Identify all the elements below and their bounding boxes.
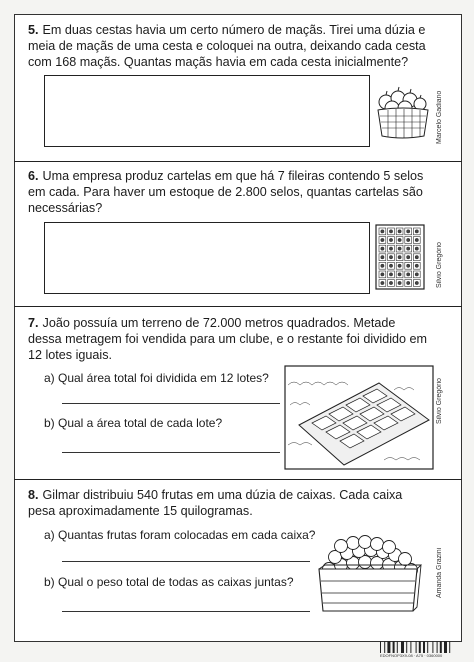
stamp-mark: [389, 247, 392, 250]
barcode-bar: [423, 641, 425, 653]
credit-8: Amanda Grazini: [436, 547, 443, 598]
question-5-number: 5.: [28, 23, 39, 37]
question-8-text: Gilmar distribuiu 540 frutas em uma dúzia de caixas. Cada caixa pesa aproximadamente 15 quilogramas.: [28, 488, 403, 518]
fruit-crate-icon: [315, 535, 423, 613]
stamp-mark: [415, 230, 418, 233]
fruit: [347, 537, 360, 550]
fruit: [371, 538, 384, 551]
stamp-mark: [381, 238, 384, 241]
credit-7: Silvio Gregório: [436, 378, 443, 424]
stamp-mark: [415, 238, 418, 241]
stamp-mark: [407, 281, 410, 284]
stamp-mark: [389, 273, 392, 276]
stamp-mark: [415, 247, 418, 250]
barcode-bar: [393, 641, 395, 653]
question-7b: b) Qual a área total de cada lote?: [44, 416, 223, 430]
stamp-mark: [398, 264, 401, 267]
separator-3: [14, 479, 462, 480]
stamp-mark: [407, 256, 410, 259]
separator-2: [14, 306, 462, 307]
credit-5: Marcelo Gadiano: [436, 90, 443, 144]
barcode-bar: [416, 641, 417, 653]
stamp-mark: [381, 247, 384, 250]
stamp-mark: [389, 281, 392, 284]
question-7-text: João possuía um terreno de 72.000 metros quadrados. Metade dessa metragem foi vendida para um clube, e o restante foi dividido em 12 lotes iguais.: [28, 316, 428, 362]
barcode-bar: [440, 641, 442, 653]
stamp-mark: [389, 264, 392, 267]
stamp-mark: [398, 256, 401, 259]
answer-line-8b[interactable]: [62, 611, 310, 612]
stamp-mark: [389, 230, 392, 233]
question-6-text: Uma empresa produz cartelas em que há 7 fileiras contendo 5 selos em cada. Para haver um estoque de 2.800 selos, quantas cartelas são necessárias?: [28, 169, 424, 215]
stamp-mark: [381, 256, 384, 259]
barcode-bar: [397, 641, 398, 653]
land-lots-icon: [284, 365, 434, 470]
barcode-bar: [406, 641, 407, 653]
barcode-bar: [380, 641, 381, 653]
answer-line-8a[interactable]: [62, 561, 310, 562]
stamp-mark: [407, 238, 410, 241]
barcode-bar: [410, 641, 411, 653]
answer-box-6[interactable]: [44, 222, 370, 294]
fruit: [399, 553, 412, 566]
question-8: [28, 487, 428, 519]
stamp-mark: [389, 256, 392, 259]
barcode-bar: [427, 641, 428, 653]
answer-line-7a[interactable]: [62, 403, 280, 404]
question-6-number: 6.: [28, 169, 39, 183]
barcode-bar: [384, 641, 385, 653]
stamp-mark: [407, 247, 410, 250]
stamp-mark: [389, 238, 392, 241]
barcode-bar: [387, 641, 390, 653]
question-8-number: 8.: [28, 488, 39, 502]
barcode-bar: [401, 641, 404, 653]
stamp-mark: [398, 281, 401, 284]
stamp-mark: [398, 230, 401, 233]
barcode-icon: [380, 641, 458, 653]
stamp-mark: [381, 281, 384, 284]
barcode-bar: [444, 641, 447, 653]
stamp-mark: [381, 264, 384, 267]
question-7-number: 7.: [28, 316, 39, 330]
barcode-bar: [449, 641, 450, 653]
question-5: [28, 22, 428, 70]
question-6: [28, 168, 428, 216]
stamp-mark: [415, 273, 418, 276]
fruit: [335, 540, 348, 553]
stamp-mark: [381, 230, 384, 233]
fruit: [383, 541, 396, 554]
question-8a: a) Quantas frutas foram colocadas em cada caixa?: [44, 528, 316, 542]
stamp-mark: [407, 230, 410, 233]
stamp-mark: [415, 256, 418, 259]
question-5-text: Em duas cestas havia um certo número de maçãs. Tirei uma dúzia e meia de maçãs de uma cesta e coloquei na outra, deixando cada cesta com 168 maçãs. Quantas maçãs havia em cada cesta inicialmente?: [28, 23, 426, 69]
barcode-bar: [419, 641, 421, 653]
question-8b: b) Qual o peso total de todas as caixas juntas?: [44, 575, 294, 589]
question-7a: a) Qual área total foi dividida em 12 lotes?: [44, 371, 269, 385]
stamp-mark: [398, 238, 401, 241]
stamp-mark: [415, 264, 418, 267]
barcode-bar: [437, 641, 438, 653]
separator-1: [14, 161, 462, 162]
answer-line-7b[interactable]: [62, 452, 280, 453]
stamp-mark: [381, 273, 384, 276]
apple-basket-icon: [372, 80, 432, 142]
stamp-mark: [407, 273, 410, 276]
stamp-mark: [398, 273, 401, 276]
stamp-mark: [415, 281, 418, 284]
question-7: [28, 315, 428, 363]
barcode-bar: [432, 641, 433, 653]
footer-code: EDOFNOP3X9-08 · A75 · 0360000: [380, 653, 443, 658]
fruit: [359, 536, 372, 549]
stamp-mark: [407, 264, 410, 267]
stamp-sheet-icon: [375, 224, 425, 290]
stamp-mark: [398, 247, 401, 250]
credit-6: Silvio Gregório: [436, 242, 443, 288]
answer-box-5[interactable]: [44, 75, 370, 147]
